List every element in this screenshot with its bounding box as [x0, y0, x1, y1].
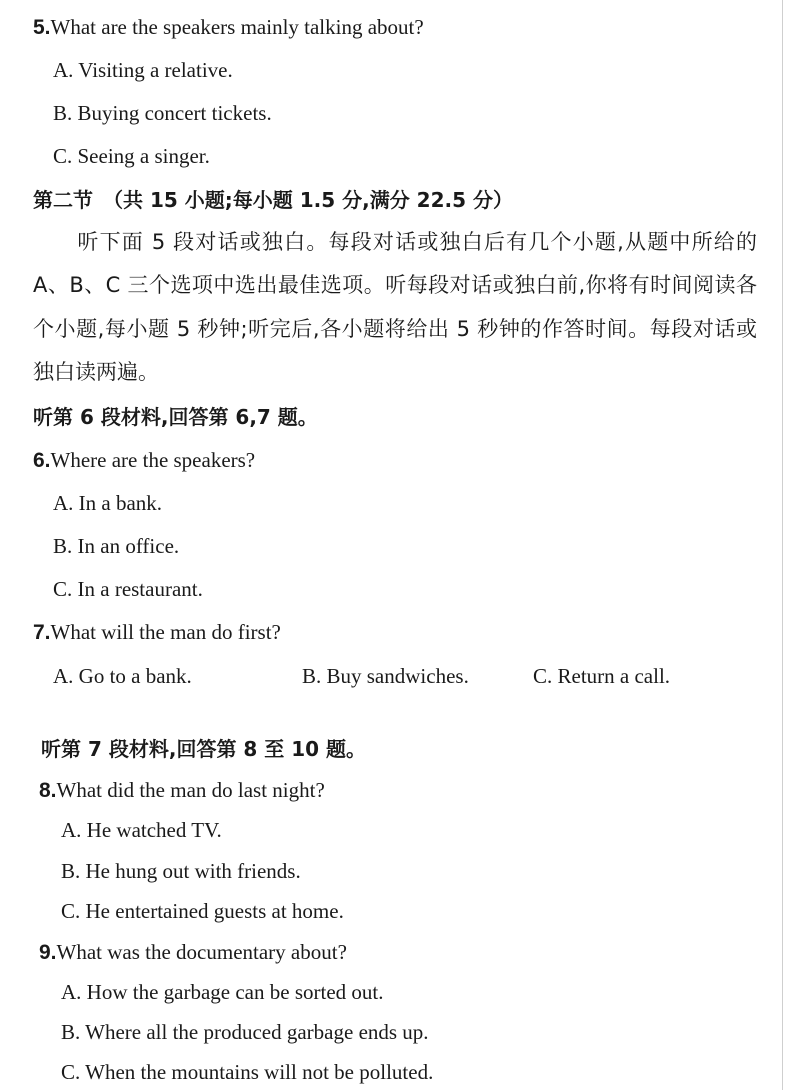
question-9-option-a[interactable]: A. How the garbage can be sorted out. — [61, 980, 384, 1004]
question-9-option-c[interactable]: C. When the mountains will not be polluted. — [61, 1060, 434, 1084]
section-2-instructions — [33, 221, 757, 395]
question-7-text: What will the man do first? — [50, 620, 281, 644]
question-8-stem — [39, 775, 325, 806]
question-5-option-a[interactable]: A. Visiting a relative. — [53, 58, 233, 82]
question-8-text: What did the man do last night? — [56, 778, 325, 802]
question-8-option-c[interactable]: C. He entertained guests at home. — [61, 899, 344, 923]
question-8-number: 8. — [39, 779, 57, 802]
section-2-paragraph: 听下面 5 段对话或独白。每段对话或独白后有几个小题,从题中所给的 A、B、C 三个选项中选出最佳选项。听每段对话或独白前,你将有时间阅读各个小题,每小题 5 秒钟;听完后,各小题将给出 5 秒钟的作答时间。每段对话或独白读两遍。 — [33, 230, 757, 385]
question-7-option-b[interactable]: B. Buy sandwiches. — [302, 664, 469, 688]
section-2-title: 第二节 （共 15 小题;每小题 1.5 分,满分 22.5 分） — [33, 188, 513, 212]
question-6-stem — [33, 445, 255, 476]
question-6-text: Where are the speakers? — [50, 448, 256, 472]
page-edge-rule — [782, 0, 783, 1090]
question-9-text: What was the documentary about? — [56, 940, 347, 964]
question-6-option-b[interactable]: B. In an office. — [53, 534, 180, 558]
question-9-stem — [39, 937, 347, 968]
material-6-heading: 听第 6 段材料,回答第 6,7 题。 — [33, 405, 318, 429]
question-9-option-b[interactable]: B. Where all the produced garbage ends up. — [61, 1020, 429, 1044]
question-9-number: 9. — [39, 941, 57, 964]
question-5-option-c[interactable]: C. Seeing a singer. — [53, 144, 210, 168]
question-7-stem — [33, 617, 281, 648]
question-7-option-a[interactable]: A. Go to a bank. — [53, 664, 192, 688]
question-5-number: 5. — [33, 16, 51, 39]
question-5-option-b[interactable]: B. Buying concert tickets. — [53, 101, 272, 125]
question-7-number: 7. — [33, 621, 51, 644]
question-8-option-a[interactable]: A. He watched TV. — [61, 818, 222, 842]
question-7-option-c[interactable]: C. Return a call. — [533, 664, 671, 688]
question-8-option-b[interactable]: B. He hung out with friends. — [61, 859, 301, 883]
question-5-stem — [33, 12, 424, 43]
material-7-heading: 听第 7 段材料,回答第 8 至 10 题。 — [41, 737, 367, 761]
question-6-number: 6. — [33, 449, 51, 472]
question-6-option-a[interactable]: A. In a bank. — [53, 491, 163, 515]
question-6-option-c[interactable]: C. In a restaurant. — [53, 577, 203, 601]
question-5-text: What are the speakers mainly talking about? — [50, 15, 424, 39]
